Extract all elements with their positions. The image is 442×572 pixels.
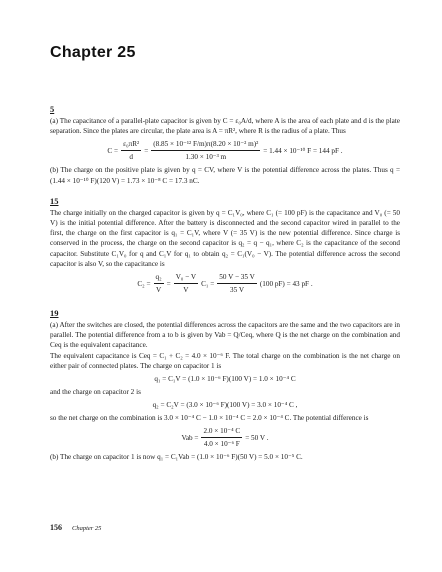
problem-19-part-a: (a) After the switches are closed, the potential differences across the capacitors are the same and the two capacitors are in parallel. The potential difference from a to b is given by Vab = Q/Ceq, where Q is the net charge on the combination and Ceq is the equivalent capacitance. [50,321,400,350]
problem-number-15: 15 [50,195,59,206]
equation-capacitance [50,139,400,162]
fraction-denominator: 4.0 × 10⁻⁶ F [203,440,240,449]
content-body [50,104,400,463]
equation-lhs: C = [107,146,119,155]
page-footer [50,523,101,532]
problem-19-connector-text: and the charge on capacitor 2 is [50,388,141,397]
fraction-denominator: 35 V [230,286,245,295]
equation-c2 [50,272,400,295]
fraction [217,272,257,295]
problem-5-part-b: (b) The charge on the positive plate is given by q = CV, where V is the potential difference across the plates. Thus q = (1.44 × 10⁻¹⁰ F)(120 V) = 1.73 × 10⁻⁸ C = 17.3 nC. [50,166,400,185]
problem-number-19: 19 [50,308,59,319]
fraction-numerator: 50 V − 35 V [217,272,257,284]
equation-result: = 50 V . [245,433,269,442]
equation-result: = 1.44 × 10⁻¹⁰ F = 144 pF . [263,146,343,155]
equation-q1: q₁ = C₁V = (1.0 × 10⁻⁶ F)(100 V) = 1.0 × 10⁻⁴ C [154,375,296,384]
fraction [201,426,242,449]
equals-sign: = [144,146,149,155]
problem-number-5: 5 [50,104,55,114]
fraction-numerator: 2.0 × 10⁻⁴ C [201,426,242,438]
chapter-title: Chapter 25 [50,44,136,61]
fraction [174,272,198,295]
problem-5-part-a: (a) The capacitance of a parallel-plate capacitor is given by C = ε₀A/d, where A is the area of each plate and d is the plate separation. Since the plates are circular, the plate area is A = πR², where R is the radius of a plate. Thus [50,117,400,136]
fraction-denominator: V [155,286,162,295]
equation-result: (100 pF) = 43 pF . [259,279,313,288]
fraction-numerator: q₂ [154,272,164,284]
problem-19-part-b: (b) The charge on capacitor 1 is now q₁ = C₁Vab = (1.0 × 10⁻⁶ F)(50 V) = 5.0 × 10⁻⁵ C. [50,453,303,462]
equals-sign: = [166,279,171,288]
footer-chapter-label: Chapter 25 [72,525,102,532]
equation-q2: q₂ = C₂V = (3.0 × 10⁻⁶ F)(100 V) = 3.0 × 10⁻⁴ C , [152,401,298,410]
equation-term: C₁ = [201,279,215,288]
fraction-numerator: ε₀πR² [121,139,141,151]
fraction-denominator: 1.30 × 10⁻³ m [185,153,227,162]
fraction [154,272,164,295]
fraction-numerator: (8.85 × 10⁻¹² F/m)π(8.20 × 10⁻² m)² [151,139,260,151]
fraction [121,139,141,162]
page-number: 156 [50,523,62,532]
equation-lhs: C₂ = [137,279,151,288]
problem-19-part-a-continued: The equivalent capacitance is Ceq = C₁ + C₂ = 4.0 × 10⁻⁶ F. The total charge on the combination is the net charge on either pair of connected plates. The charge on capacitor 1 is [50,351,400,370]
problem-15-text: The charge initially on the charged capacitor is given by q = C₁V₀, where C₁ (= 100 pF) is the capacitance and V₀ (= 50 V) is the initial potential difference. After the battery is disconnected and the second capacitor wired in parallel to the first, the charge on the first capacitor is q₁ = C₁V, where V (= 35 V) is the new potential difference. Since charge is conserved in the process, the charge on the second capacitor is q₂ = q − q₁, where C₂ is the capacitance of the second capacitor. Substitute C₁V₀ for q and C₁V for q₁ to obtain q₂ = C₁(V₀ − V). The potential difference across the second capacitor is also V, so the capacitance is [50,208,400,268]
fraction-numerator: V₀ − V [174,272,198,284]
fraction-denominator: V [183,286,189,295]
equation-vab [50,426,400,449]
fraction-denominator: d [129,153,133,162]
fraction [151,139,260,162]
equation-lhs: Vab = [181,433,199,442]
problem-19-net-charge-text: so the net charge on the combination is 3.0 × 10⁻⁴ C − 1.0 × 10⁻⁴ C = 2.0 × 10⁻⁴ C. The potential difference is [50,414,369,423]
